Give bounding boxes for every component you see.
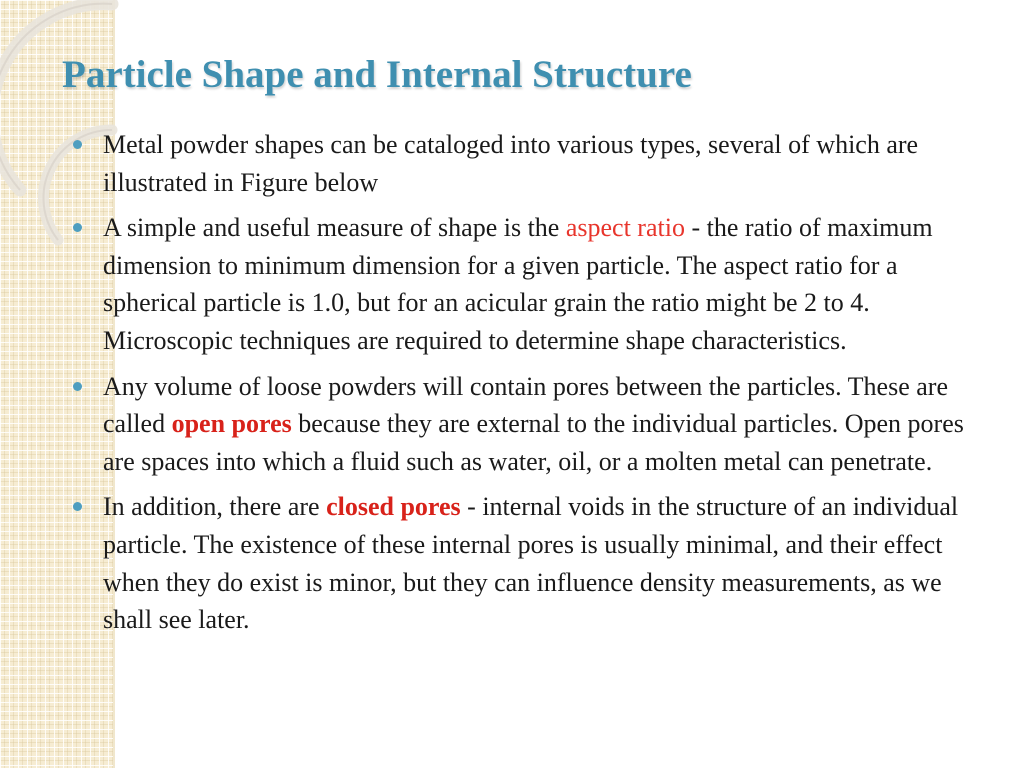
slide-title: Particle Shape and Internal Structure <box>62 53 692 96</box>
bullet-list <box>70 126 990 647</box>
bullet-dot-icon <box>73 140 82 149</box>
term-closed-pores: closed pores <box>326 492 461 522</box>
bullet-text: Metal powder shapes can be cataloged into various types, several of which are illustrated in Figure below <box>103 130 919 197</box>
bullet-text-before: In addition, there are <box>103 492 327 522</box>
bullet-dot-icon <box>73 382 82 391</box>
bullet-text-after: - the ratio of maximum dimension to minimum dimension for a given particle. The aspect ratio for a spherical particle is 1.0, but for an acicular grain the ratio might be 2 to 4. Microscopic techniques are required to determine shape characteristics. <box>103 213 933 355</box>
bullet-text-before: A simple and useful measure of shape is the <box>103 213 566 243</box>
bullet-text-after: - internal voids in the structure of an individual particle. The existence of these internal pores is usually minimal, and their effect when they do exist is minor, but they can influence density measurements, as we shall see later. <box>103 492 959 635</box>
bullet-text-before: Any volume of loose powders will contain pores between the particles. These are called <box>103 371 948 439</box>
bullet-item-2 <box>70 209 990 359</box>
bullet-item-3 <box>70 368 990 481</box>
term-aspect-ratio: aspect ratio <box>565 213 685 243</box>
bullet-item-4 <box>70 488 990 638</box>
term-open-pores: open pores <box>171 409 292 439</box>
bullet-dot-icon <box>73 223 82 232</box>
bullet-item-1 <box>70 126 990 201</box>
bullet-text-after: because they are external to the individual particles. Open pores are spaces into which a fluid such as water, oil, or a molten metal can penetrate. <box>103 409 964 476</box>
bullet-dot-icon <box>73 502 82 511</box>
